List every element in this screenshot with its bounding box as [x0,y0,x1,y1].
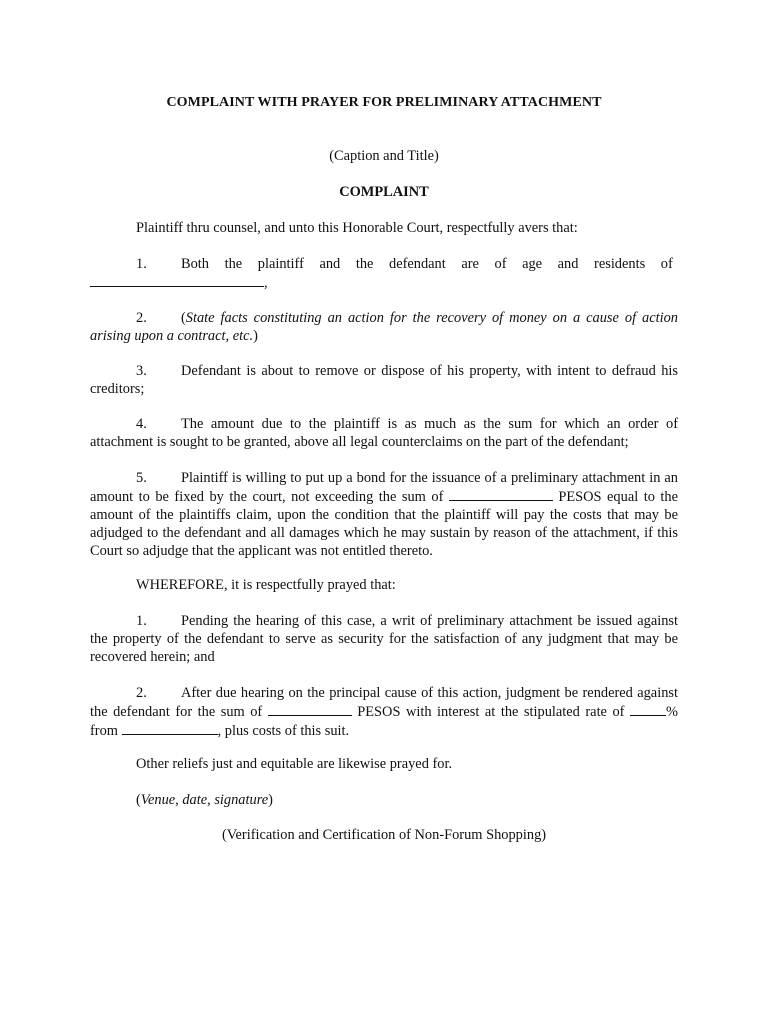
judgment-sum-blank [268,702,352,716]
prayer-2-text-c: % from [90,704,678,739]
averment-1-number: 1. [136,256,147,272]
averment-1-end: , [264,275,268,291]
averment-4-number: 4. [136,416,147,432]
complaint-heading: COMPLAINT [339,184,429,200]
averment-1-text: Both the plaintiff and the defendant are of age and residents of [181,256,673,272]
averment-5-number: 5. [136,470,147,486]
interest-rate-blank [630,702,666,716]
other-reliefs-text: Other reliefs just and equitable are likewise prayed for. [136,756,453,772]
averment-3-text: Defendant is about to remove or dispose of his property, with intent to defraud his creditors; [90,363,678,397]
intro-paragraph [90,219,678,237]
venue-italic-text: Venue, date, signature [140,792,269,808]
wherefore-text: WHEREFORE, it is respectfully prayed that: [136,577,396,593]
averment-2 [90,309,678,345]
averment-1 [90,255,678,292]
document-title: COMPLAINT WITH PRAYER FOR PRELIMINARY ATTACHMENT [166,95,602,110]
venue-close: ) [268,792,273,808]
averment-5 [90,469,678,560]
prayer-2-text-d: , plus costs of this suit. [217,723,350,739]
prayer-2-number: 2. [136,685,147,701]
averment-5-text-b: PESOS equal to the amount of the plaintiffs claim, upon the condition that the plaintiff will pay the costs that may be adjudged to the defendant and all damages which he may sustain by reason of the attachment, if this Court so adjudge that the applicant was not entitled thereto. [90,489,678,559]
averment-2-italic-text: State facts constituting an action for the recovery of money on a cause of action arising upon a contract, etc. [90,310,678,344]
interest-date-blank [122,721,218,735]
verification-line: (Verification and Certification of Non-Forum Shopping) [221,827,547,843]
averment-4-text: The amount due to the plaintiff is as much as the sum for which an order of attachment is sought to be granted, above all legal counterclaims on the part of the defendant; [90,416,678,450]
averment-2-number: 2. [136,310,147,326]
averment-3-number: 3. [136,363,147,379]
prayer-2-text-a: After due hearing on the principal cause of this action, judgment be rendered against the defendant for the sum of [90,685,678,720]
other-reliefs-paragraph [90,755,678,773]
prayer-1-number: 1. [136,613,147,629]
document-page [90,0,678,1024]
prayer-2-text-b: PESOS with interest at the stipulated rate of [357,704,625,720]
caption-placeholder: (Caption and Title) [329,148,439,164]
venue-open: ( [136,792,141,808]
prayer-1 [90,612,678,666]
averment-3 [90,362,678,398]
prayer-2 [90,684,678,740]
venue-line [90,791,678,809]
averment-2-close: ) [253,328,258,344]
residence-blank [90,273,264,287]
averment-2-open: ( [181,310,186,326]
averment-4 [90,415,678,451]
intro-text: Plaintiff thru counsel, and unto this Honorable Court, respectfully avers that: [136,220,578,236]
averment-5-text-a: Plaintiff is willing to put up a bond for the issuance of a preliminary attachment in an amount to be fixed by the court, not exceeding the sum of [90,470,678,505]
bond-amount-blank [449,487,553,501]
prayer-1-text: Pending the hearing of this case, a writ of preliminary attachment be issued against the property of the defendant to serve as security for the satisfaction of any judgment that may be recovered herein; and [90,613,678,665]
wherefore-paragraph [90,576,678,594]
